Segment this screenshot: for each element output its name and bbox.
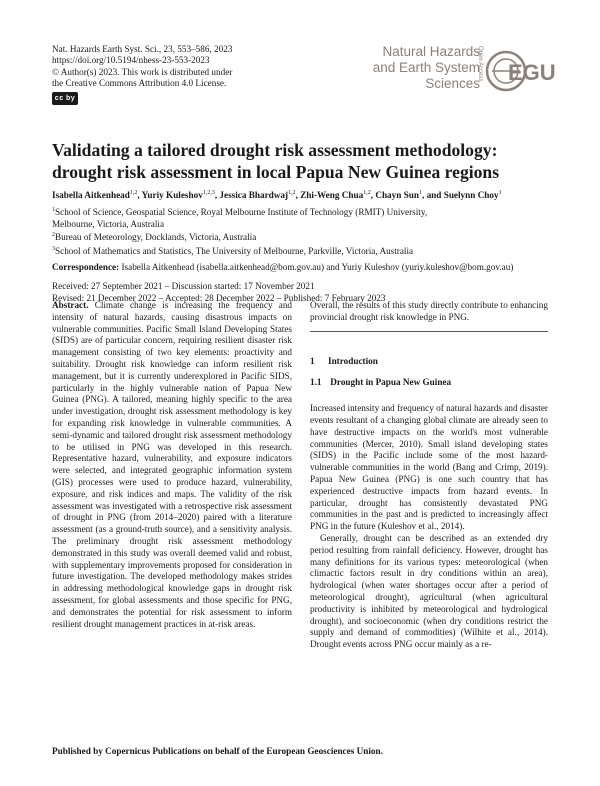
author-separator: , xyxy=(370,190,376,201)
logo-line-3: Sciences xyxy=(425,76,480,91)
author-name[interactable]: Chayn Sun xyxy=(375,190,419,201)
author-separator: , xyxy=(214,190,220,201)
cc-badge-text: cc by xyxy=(54,95,76,102)
affiliation-number: 1 xyxy=(52,207,55,213)
paper-title: Validating a tailored drought risk assessment methodology: drought risk assessment in local Papua New Guinea regions xyxy=(52,140,500,182)
open-access-text: Open Access xyxy=(477,46,483,82)
author-name[interactable]: Zhi-Weng Chua xyxy=(300,190,364,201)
author-name[interactable]: Yuriy Kuleshov xyxy=(141,190,203,201)
author-affiliation: 1,2 xyxy=(129,190,138,196)
affiliation-item xyxy=(52,244,552,258)
dates-line-1: Received: 27 September 2021 – Discussion started: 17 November 2021 xyxy=(52,281,315,291)
section-title: Introduction xyxy=(328,355,378,366)
abstract-text: Climate change is increasing the frequency and intensity of natural hazards, causing disastrous impacts on vulnerable communities. Pacific Small Island Developing States (SIDS) are of particular concern, requiring resilient disaster risk management consisting of two key elements: proactivity and suitability. Drought risk knowledge can inform resilient risk management, but it is currently underexplored in Pacific SIDS, particularly in the highly vulnerable nation of Papua New Guinea (PNG). A tailored, meaning highly specific to the area under investigation, drought risk assessment methodology is key for expanding risk knowledge in vulnerable communities. A semi-dynamic and tailored drought risk assessment methodology to be utilised in PNG was developed in this research. Representative hazard, vulnerability, and exposure indicators were selected, and integrated geographic information system (GIS) processes were used to produce hazard, vulnerability, exposure, and risk indices and maps. The validity of the risk assessment was investigated with a retrospective risk assessment of drought in PNG (from 2014–2020) paired with a literature assessment (as a ground-truth source), and a sensitivity analysis. The preliminary drought risk assessment methodology demonstrated in this study was overall deemed valid and robust, with supplementary improvements proposed for consideration in future investigation. The developed methodology makes strides in addressing methodological knowledge gaps in drought risk assessment, for global assessments and those specific for PNG, and demonstrates the potential for risk assessment to inform resilient drought management practices in at-risk areas. xyxy=(52,300,293,629)
abstract-column xyxy=(52,300,292,630)
correspondence xyxy=(52,262,552,274)
right-column xyxy=(310,300,548,651)
author-affiliation: 1 xyxy=(418,190,422,196)
copyright-line: © Author(s) 2023. This work is distributed under xyxy=(52,66,233,77)
intro-paragraph-1: Increased intensity and frequency of natural hazards and disaster events resultant of a changing global climate are already seen to have destructive impacts on the world's most vulnerable communities (Mercer, 2010). Small island developing states (SIDS) in the Pacific include some of the most hazard-vulnerable communities in the world (Bang and Crimp, 2019). Papua New Guinea (PNG) is one such country that has experienced destructive impacts from hazard events. In particular, drought has consistently devastated PNG communities in the past and is predicted to increasingly affect PNG in the future (Kuleshov et al., 2014). xyxy=(310,403,548,532)
author-affiliation: 1 xyxy=(498,190,502,196)
open-access-label xyxy=(472,44,482,94)
abstract-divider xyxy=(310,331,548,332)
logo-line-1: Natural Hazards xyxy=(382,44,480,59)
affiliation-text: Bureau of Meteorology, Docklands, Victoria, Australia xyxy=(55,232,257,243)
author-affiliation: 1,2,3 xyxy=(202,190,215,196)
publisher-footer: Published by Copernicus Publications on behalf of the European Geosciences Union. xyxy=(52,746,383,756)
author-list xyxy=(52,187,552,201)
affiliation-continuation: Melbourne, Victoria, Australia xyxy=(52,218,165,229)
author-name[interactable]: Isabella Aitkenhead xyxy=(52,190,130,201)
doi-link[interactable]: https://doi.org/10.5194/nhess-23-553-2023 xyxy=(52,55,210,66)
affiliation-item xyxy=(52,230,552,244)
author-name[interactable]: Jessica Bhardwaj xyxy=(219,190,289,201)
logo-line-2: and Earth System xyxy=(372,60,480,75)
affiliation-item xyxy=(52,205,552,219)
subsection-title: Drought in Papua New Guinea xyxy=(330,377,452,388)
affiliation-number: 3 xyxy=(52,245,55,252)
dates-line-2: Revised: 21 December 2022 – Accepted: 28 December 2022 – Published: 7 February 2023 xyxy=(52,292,386,303)
affiliation-number: 2 xyxy=(52,232,55,239)
abstract-paragraph xyxy=(52,300,292,630)
affiliation-text: School of Science, Geospatial Science, Royal Melbourne Institute of Technology (RMIT) University, xyxy=(55,207,428,218)
section-heading xyxy=(310,356,548,368)
intro-paragraph-2: Generally, drought can be described as an extended dry period resulting from rainfall deficiency. However, drought has many definitions for its various types: meteorological (when climactic factors result in dry conditions within an area), hydrological (when water shortages occur after a period of meteorological drought), agricultural (when agricultural productivity is inhibited by meteorological and hydrological drought), and socioeconomic (when dry conditions restrict the supply and demand of commodities) (Wilhite et al., 2014). Drought events across PNG occur mainly as a re- xyxy=(310,532,548,650)
correspondence-label: Correspondence: xyxy=(52,262,120,272)
author-separator: , and xyxy=(421,190,444,201)
abstract-continuation: Overall, the results of this study directly contribute to enhancing provincial drought risk knowledge in PNG. xyxy=(310,300,548,322)
license-line[interactable]: the Creative Commons Attribution 4.0 License. xyxy=(52,78,227,89)
subsection-number: 1.1 xyxy=(310,377,322,388)
correspondence-text[interactable]: Isabella Aitkenhead (isabella.aitkenhead@bom.gov.au) and Yuriy Kuleshov (yuriy.kuleshov@bom.gov.au) xyxy=(121,262,514,272)
journal-metadata xyxy=(52,44,232,90)
author-affiliation: 1,2 xyxy=(288,190,296,196)
subsection-heading xyxy=(310,377,548,389)
section-number: 1 xyxy=(310,355,315,366)
abstract-label: Abstract. xyxy=(52,300,89,310)
cc-by-license-icon[interactable] xyxy=(52,92,78,105)
author-separator: , xyxy=(295,190,301,201)
egu-mark-text: EGU xyxy=(508,60,556,85)
egu-logo-icon xyxy=(486,48,556,94)
affiliation-list xyxy=(52,205,552,257)
author-affiliation: 1,2 xyxy=(363,190,371,196)
journal-citation: Nat. Hazards Earth Syst. Sci., 23, 553–586, 2023 xyxy=(52,44,233,54)
author-separator: , xyxy=(137,190,142,201)
author-name[interactable]: Suelynn Choy xyxy=(443,190,499,201)
journal-logo-text xyxy=(368,44,480,92)
affiliation-text: School of Mathematics and Statistics, The University of Melbourne, Parkville, Victoria, Australia xyxy=(55,245,414,256)
